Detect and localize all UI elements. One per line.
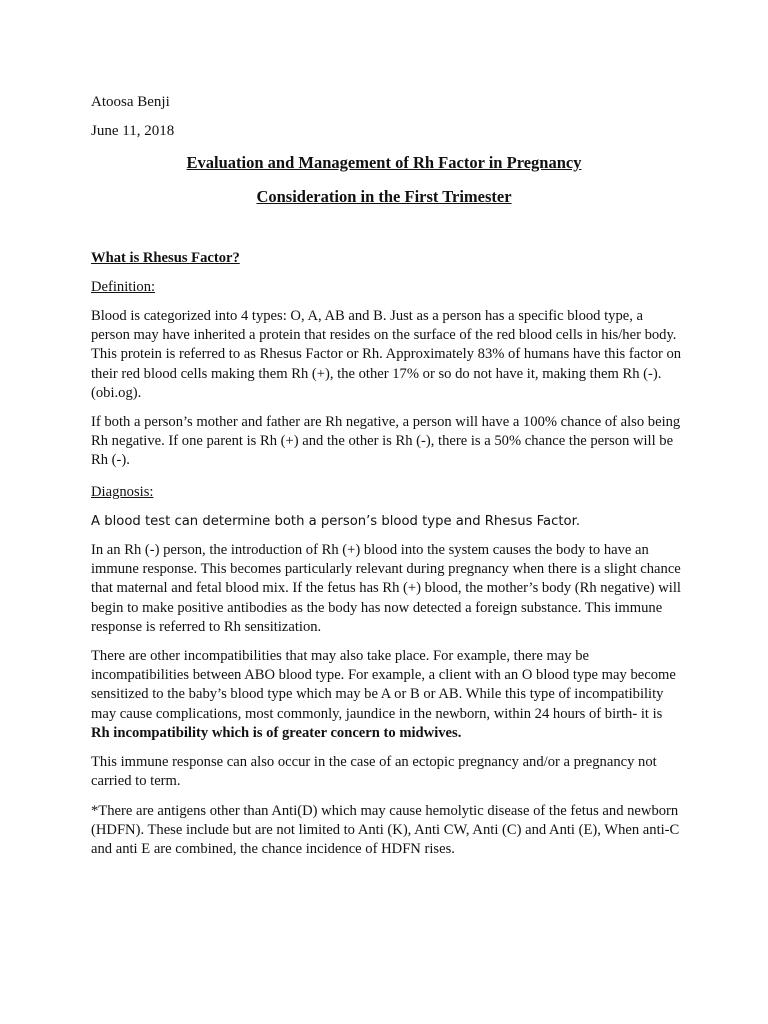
document-title: Evaluation and Management of Rh Factor in Pregnancy (186, 153, 582, 172)
document-subtitle: Consideration in the First Trimester (256, 187, 512, 206)
diagnosis-paragraph-4 (91, 753, 683, 791)
document-date: June 11, 2018 (91, 123, 175, 139)
diagnosis-text-4: This immune response can also occur in the case of an ectopic pregnancy and/or a pregnancy not carried to term. (91, 754, 657, 790)
diagnosis-text-3 (91, 647, 683, 743)
definition-paragraph-2 (91, 413, 683, 471)
diagnosis-text-1: A blood test can determine both a person’s blood type and Rhesus Factor. (91, 514, 581, 529)
diagnosis-text-2: In an Rh (-) person, the introduction of Rh (+) blood into the system causes the body to have an immune response. This becomes particularly relevant during pregnancy when there is a slight chance that maternal and fetal blood mix. If the fetus has Rh (+) blood, the mother’s body (Rh negative) will begin to make positive antibodies as the body has now detected a foreign substance. This immune response is referred to Rh sensitization. (91, 542, 681, 635)
definition-label: Definition: (91, 279, 156, 295)
diagnosis-paragraph-5 (91, 802, 683, 860)
diagnosis-text-3-regular: There are other incompatibilities that may also take place. For example, there may be incompatibilities between ABO blood type. For example, a client with an O blood type may become sensitized to the baby’s blood type which may be A or B or AB. While this type of incompatibility may cause complications, most commonly, jaundice in the newborn, within 24 hours of birth- it is (91, 648, 676, 722)
diagnosis-paragraph-1 (91, 512, 683, 531)
definition-paragraph-1 (91, 307, 683, 403)
definition-text-2: If both a person’s mother and father are Rh negative, a person will have a 100% chance of also being Rh negative. If one parent is Rh (+) and the other is Rh (-), there is a 50% chance the person will be Rh (-). (91, 414, 681, 469)
section-heading: What is Rhesus Factor? (91, 250, 240, 266)
definition-text-1: Blood is categorized into 4 types: O, A, AB and B. Just as a person has a specific blood type, a person may have inherited a protein that resides on the surface of the red blood cells in his/her body. This protein is referred to as Rhesus Factor or Rh. Approximately 83% of humans have this factor on their red blood cells making them Rh (+), the other 17% or so do not have it, making them Rh (-). (obi.og). (91, 308, 682, 401)
author-name: Atoosa Benji (91, 94, 170, 110)
diagnosis-text-5: *There are antigens other than Anti(D) which may cause hemolytic disease of the fetus and newborn (HDFN). These include but are not limited to Anti (K), Anti CW, Anti (C) and Anti (E), When anti-C and anti E are combined, the chance incidence of HDFN rises. (91, 803, 680, 858)
diagnosis-text-3-bold: Rh incompatibility which is of greater concern to midwives. (91, 724, 462, 741)
diagnosis-paragraph-3 (91, 647, 683, 743)
diagnosis-paragraph-2 (91, 541, 683, 637)
diagnosis-label: Diagnosis: (91, 484, 154, 500)
